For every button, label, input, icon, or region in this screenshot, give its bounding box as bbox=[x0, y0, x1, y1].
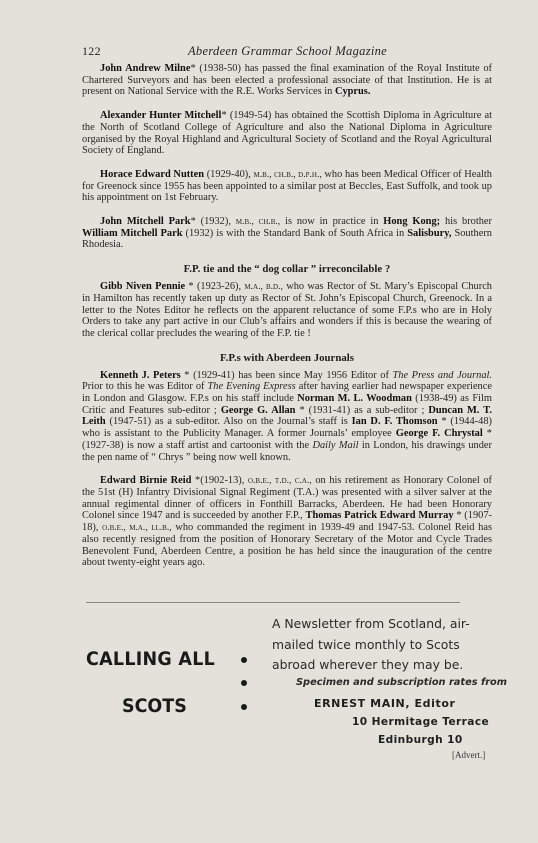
years: (1923-26), bbox=[196, 281, 242, 293]
person-name: Horace Edward Nutten bbox=[100, 168, 205, 180]
paragraph-text: who was Rector of St. Mary’s Episcopal Church in Hamilton has recently taken up duty as Rector of St. John’s Episcopal Church, Greenock. In a letter to the Notes Editor he reflects on the apparent reluctance of some F.P.s who are in Holy Orders to take any part active in our Club’s affairs and wonders if this is because the wearing of the clerical collar precludes the wearing of the F.P. tie ! bbox=[82, 281, 492, 339]
degrees: o.b.e., m.a., ll.b., bbox=[102, 522, 172, 534]
bullet-icon bbox=[241, 704, 247, 710]
paragraph-mitchell: Alexander Hunter Mitchell* (1949-54) has obtained the Scottish Diploma in Agriculture at the North of Scotland College of Agriculture and also the National Diploma in Agriculture organised by the Royal Highland and Agricultural Society of Scotland and the Royal Agricultural Society of England. bbox=[82, 110, 492, 157]
years: (1949-54) bbox=[229, 110, 272, 122]
page-number: 122 bbox=[82, 44, 101, 58]
bullet-icon bbox=[241, 680, 247, 686]
paragraph-pennie: Gibb Niven Pennie * (1923-26), m.a., b.d., who was Rector of St. Mary’s Episcopal Church in Hamilton has recently taken up duty as Rector of St. John’s Episcopal Church, Greenock. In a letter to the Notes Editor he reflects on the apparent reluctance of some F.P.s who are in Holy Orders to take any part active in our Club’s affairs and wonders if this is because the wearing of the clerical collar precludes the wearing of the F.P. tie ! bbox=[82, 281, 492, 339]
paragraph-text: has obtained the Scottish Diploma in Agriculture at the North of Scotland College of Agriculture and also the National Diploma in Agriculture organised by the Royal Highland and Agricultural Society of Scotland and the Royal Agricultural Society of England. bbox=[82, 110, 492, 157]
advert-rates-note: Specimen and subscription rates from bbox=[296, 677, 507, 688]
advert-description: A Newsletter from Scotland, air-mailed twice monthly to Scots abroad wherever they may be. bbox=[272, 616, 470, 672]
degrees: m.b., ch.b., bbox=[235, 216, 281, 228]
person-name: Gibb Niven Pennie bbox=[100, 281, 186, 293]
paragraph-text: (1929-41) has been since May 1956 Editor of bbox=[193, 369, 389, 381]
paragraph-text: after having earlier had newspaper experience in London and Glasgow. F.P.s on his staff include bbox=[82, 381, 492, 405]
degrees: o.b.e., t.d., c.a., bbox=[247, 475, 312, 487]
paragraph-milne: John Andrew Milne* (1938-50) has passed the final examination of the Royal Institute of Chartered Surveyors and has been elected a professional associate of that Institution. He is at present on National Service with the R.E. Works Services in Cyprus. bbox=[82, 63, 492, 98]
section-heading-fp-tie: F.P. tie and the “ dog collar ” irreconcilable ? bbox=[183, 263, 391, 276]
paragraph-park: John Mitchell Park* (1932), m.b., ch.b., is now in practice in Hong Kong; his brother William Mitchell Park (1932) is with the Standard Bank of South Africa in Salisbury, Southern Rhodesia. bbox=[82, 216, 492, 251]
paragraph-text: * (1931-41) as a sub-editor ; bbox=[299, 404, 425, 416]
person-name: Kenneth J. Peters bbox=[100, 369, 181, 381]
paragraph-text: Prior to this he was Editor of bbox=[82, 381, 205, 393]
paragraph-text: is now in practice in bbox=[285, 216, 379, 228]
section-heading-journals: F.P.s with Aberdeen Journals bbox=[220, 351, 354, 364]
place-name: Salisbury, bbox=[407, 227, 452, 239]
advert-address-line-1: 10 Hermitage Terrace bbox=[352, 716, 490, 728]
paragraph-text: his brother bbox=[445, 216, 492, 228]
years: (1932), bbox=[200, 216, 231, 228]
publication-name: The Evening Express bbox=[207, 381, 296, 393]
advert-address-line-2: Edinburgh 10 bbox=[378, 734, 463, 746]
person-name: George G. Allan bbox=[220, 404, 296, 416]
paragraph-peters: Kenneth J. Peters * (1929-41) has been since May 1956 Editor of The Press and Journal. Prior to this he was Editor of The Evening Express after having earlier had newspaper experience in London and Glasgow. F.P.s on his staff include Norman M. L. Woodman (1938-49) as Film Critic and Features sub-editor ; George G. Allan * (1931-41) as a sub-editor ; Duncan M. T. Leith (1947-51) as a sub-editor. Also on the Journal’s staff is Ian D. F. Thomson * (1944-48) who is assistant to the Publicity Manager. A former Journals’ employee George F. Chrystal * (1927-38) is now a staff artist and cartoonist with the Daily Mail in London, his drawings under the pen name of “ Chrys ” being now well known. bbox=[82, 369, 492, 463]
paragraph-text: on his retirement as Honorary Colonel of the 51st (H) Infantry Divisional Signal Regiment (T.A.) was presented with a silver salver at the annual regimental dinner of officers in Fonthill Barracks, Aberdeen. He had been Honorary Colonel since 1947 and is succeeded by another F.P., bbox=[82, 475, 492, 522]
place-name: Cyprus. bbox=[334, 86, 371, 98]
years: *(1902-13), bbox=[195, 475, 245, 487]
person-name: Edward Birnie Reid bbox=[100, 475, 192, 487]
person-name: Ian D. F. Thomson bbox=[351, 416, 438, 428]
paragraph-text: * (1927-38) is now a staff artist and cartoonist with the bbox=[82, 428, 492, 451]
paragraph-text: has passed the final examination of the Royal Institute of Chartered Surveyors and has been elected a professional associate of that Institution. He is at present on National Service with the R.E. Works Services in bbox=[82, 63, 492, 98]
years: (1929-40), bbox=[206, 168, 251, 180]
divider-rule bbox=[86, 602, 460, 603]
paragraph-nutten bbox=[82, 169, 492, 204]
bullet-icon bbox=[241, 657, 247, 663]
person-name: William Mitchell Park bbox=[82, 227, 183, 239]
paragraph-text: * (1944-48) who is assistant to the Publicity Manager. A former Journals’ employee bbox=[82, 416, 492, 440]
publication-name: The Press and Journal. bbox=[392, 369, 492, 381]
person-name: George F. Chrystal bbox=[395, 428, 483, 440]
paragraph-text: (1932) is with the Standard Bank of South Africa in bbox=[185, 227, 405, 239]
article-body bbox=[82, 63, 492, 581]
degrees: m.b., ch.b., d.p.h., bbox=[253, 168, 322, 180]
person-name: Norman M. L. Woodman bbox=[297, 393, 412, 405]
running-head bbox=[82, 44, 492, 58]
publication-name: Daily Mail bbox=[312, 439, 359, 451]
person-name: John Andrew Milne bbox=[100, 63, 191, 74]
paragraph-text: in London, his drawings under the pen name of “ Chrys ” being now well known. bbox=[82, 439, 492, 463]
paragraph-text: who has been Medical Officer of Health for Greenock since 1955 has been appointed to a similar post at Beccles, East Suffolk, and took up his appointment on 1st February. bbox=[82, 168, 492, 204]
paragraph-text: Southern Rhodesia. bbox=[82, 227, 492, 251]
advert-contact-name: ERNEST MAIN, Editor bbox=[314, 697, 456, 710]
person-name: John Mitchell Park bbox=[100, 216, 191, 228]
advert-headline-1: CALLING ALL bbox=[86, 648, 216, 670]
person-name: Thomas Patrick Edward Murray bbox=[305, 510, 454, 522]
place-name: Hong Kong; bbox=[383, 216, 441, 228]
degrees: m.a., b.d., bbox=[244, 281, 283, 293]
advert-tag: [Advert.] bbox=[452, 750, 486, 760]
years: (1938-50) bbox=[199, 63, 241, 74]
paragraph-reid bbox=[82, 475, 492, 569]
advertisement bbox=[0, 610, 538, 780]
paragraph-text: (1947-51) as a sub-editor. Also on the Journal’s staff is bbox=[109, 416, 348, 428]
advert-headline-2: SCOTS bbox=[122, 695, 187, 717]
person-name: Duncan M. T. Leith bbox=[82, 404, 492, 428]
person-name: Alexander Hunter Mitchell bbox=[100, 110, 222, 122]
paragraph-text: (1938-49) as Film Critic and Features sub-editor ; bbox=[82, 393, 492, 416]
years: * (1907-18), bbox=[82, 510, 492, 534]
paragraph-text: who commanded the regiment in 1939-49 and 1947-53. Colonel Reid has also recently resigned from the position of Honorary Secretary of the Motor and Cycle Trades Benevolent Fund, Aberdeen Centre, a position he has held since the inauguration of the centre about twenty-eight years ago. bbox=[82, 522, 492, 569]
journal-title: Aberdeen Grammar School Magazine bbox=[188, 44, 388, 58]
